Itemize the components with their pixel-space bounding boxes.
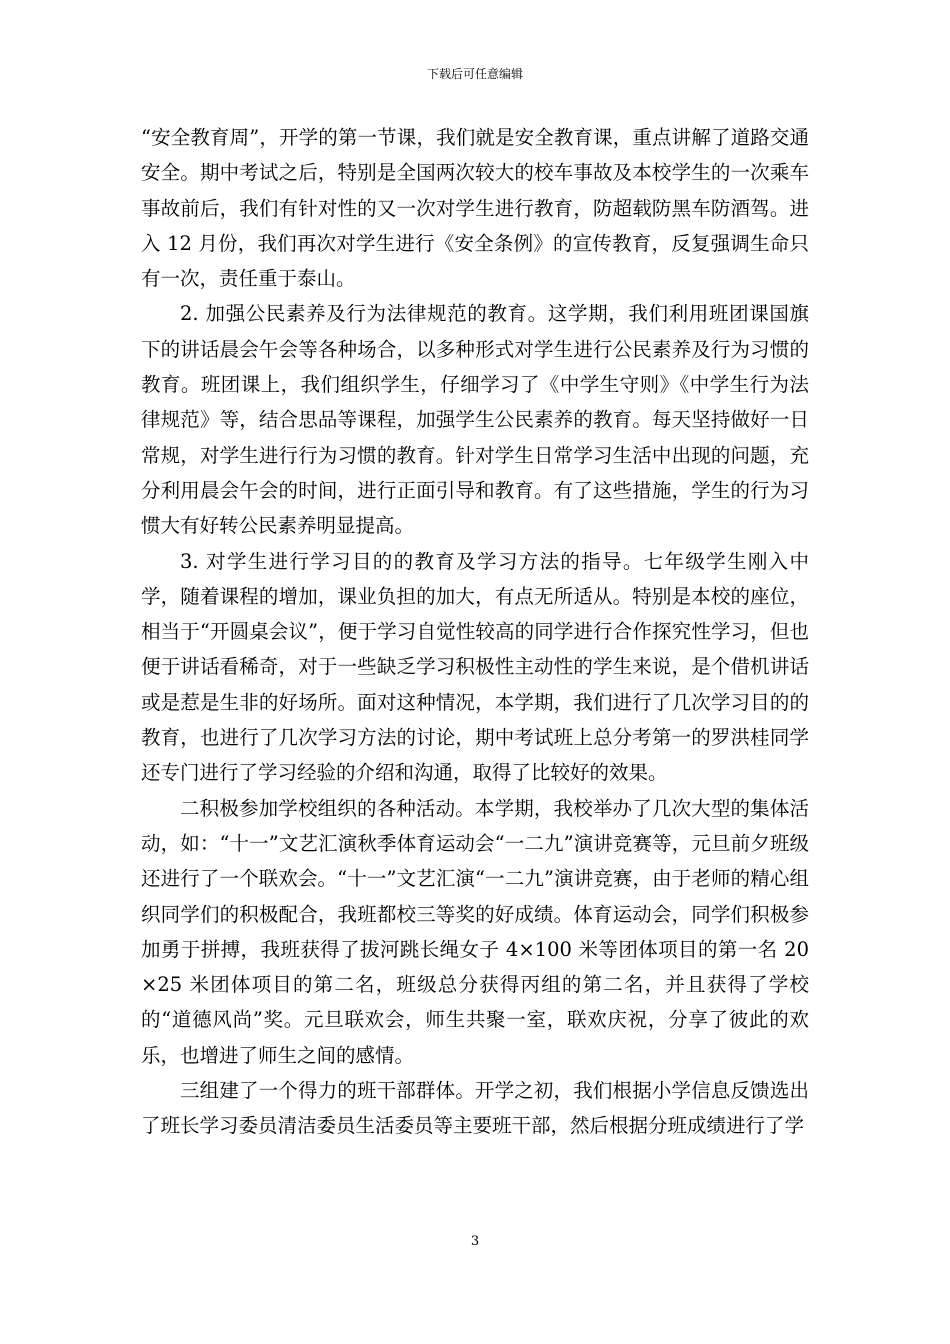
paragraph-class-cadres: 三组建了一个得力的班干部群体。开学之初，我们根据小学信息反馈选出了班长学习委员清洁委员生活委员等主要班干部，然后根据分班成绩进行了学 bbox=[141, 1079, 809, 1138]
page-number: 3 bbox=[470, 1234, 480, 1249]
paragraph-school-activities: 二积极参加学校组织的各种活动。本学期，我校举办了几次大型的集体活动，如：“十一”文艺汇演秋季体育运动会“一二九”演讲竞赛等，元旦前夕班级还进行了一个联欢会。“十一”文艺汇演“一二九”演讲竞赛，由于老师的精心组织同学们的积极配合，我班都校三等奖的好成绩。体育运动会，同学们积极参加勇于拼搏，我班获得了拔河跳长绳女子 4×100 米等团体项目的第一名 20×25 米团体项目的第二名，班级总分获得丙组的第二名，并且获得了学校的“道德风尚”奖。元旦联欢会，师生共聚一室，联欢庆祝，分享了彼此的欢乐，也增进了师生之间的感情。 bbox=[141, 796, 809, 1067]
paragraph-safety-education: “安全教育周”，开学的第一节课，我们就是安全教育课，重点讲解了道路交通安全。期中考试之后，特别是全国两次较大的校车事故及本校学生的一次乘车事故前后，我们有针对性的又一次对学生进行教育，防超载防黑车防酒驾。进入 12 月份，我们再次对学生进行《安全条例》的宣传教育，反复强调生命只有一次，责任重于泰山。 bbox=[141, 126, 809, 291]
page-header: 下载后可任意编辑 bbox=[426, 67, 523, 81]
document-body bbox=[141, 120, 809, 1144]
paragraph-civic-literacy: 2. 加强公民素养及行为法律规范的教育。这学期，我们利用班团课国旗下的讲话晨会午会等各种场合，以多种形式对学生进行公民素养及行为习惯的教育。班团课上，我们组织学生，仔细学习了《中学生守则》《中学生行为法律规范》等，结合思品等课程，加强学生公民素养的教育。每天坚持做好一日常规，对学生进行行为习惯的教育。针对学生日常学习生活中出现的问题，充分利用晨会午会的时间，进行正面引导和教育。有了这些措施，学生的行为习惯大有好转公民素养明显提高。 bbox=[141, 302, 809, 538]
paragraph-study-methods: 3. 对学生进行学习目的的教育及学习方法的指导。七年级学生刚入中学，随着课程的增加，课业负担的加大，有点无所适从。特别是本校的座位，相当于“开圆桌会议”，便于学习自觉性较高的同学进行合作探究性学习，但也便于讲话看稀奇，对于一些缺乏学习积极性主动性的学生来说，是个借机讲话或是惹是生非的好场所。面对这种情况，本学期，我们进行了几次学习目的的教育，也进行了几次学习方法的讨论，期中考试班上总分考第一的罗洪桂同学还专门进行了学习经验的介绍和沟通，取得了比较好的效果。 bbox=[141, 549, 809, 785]
